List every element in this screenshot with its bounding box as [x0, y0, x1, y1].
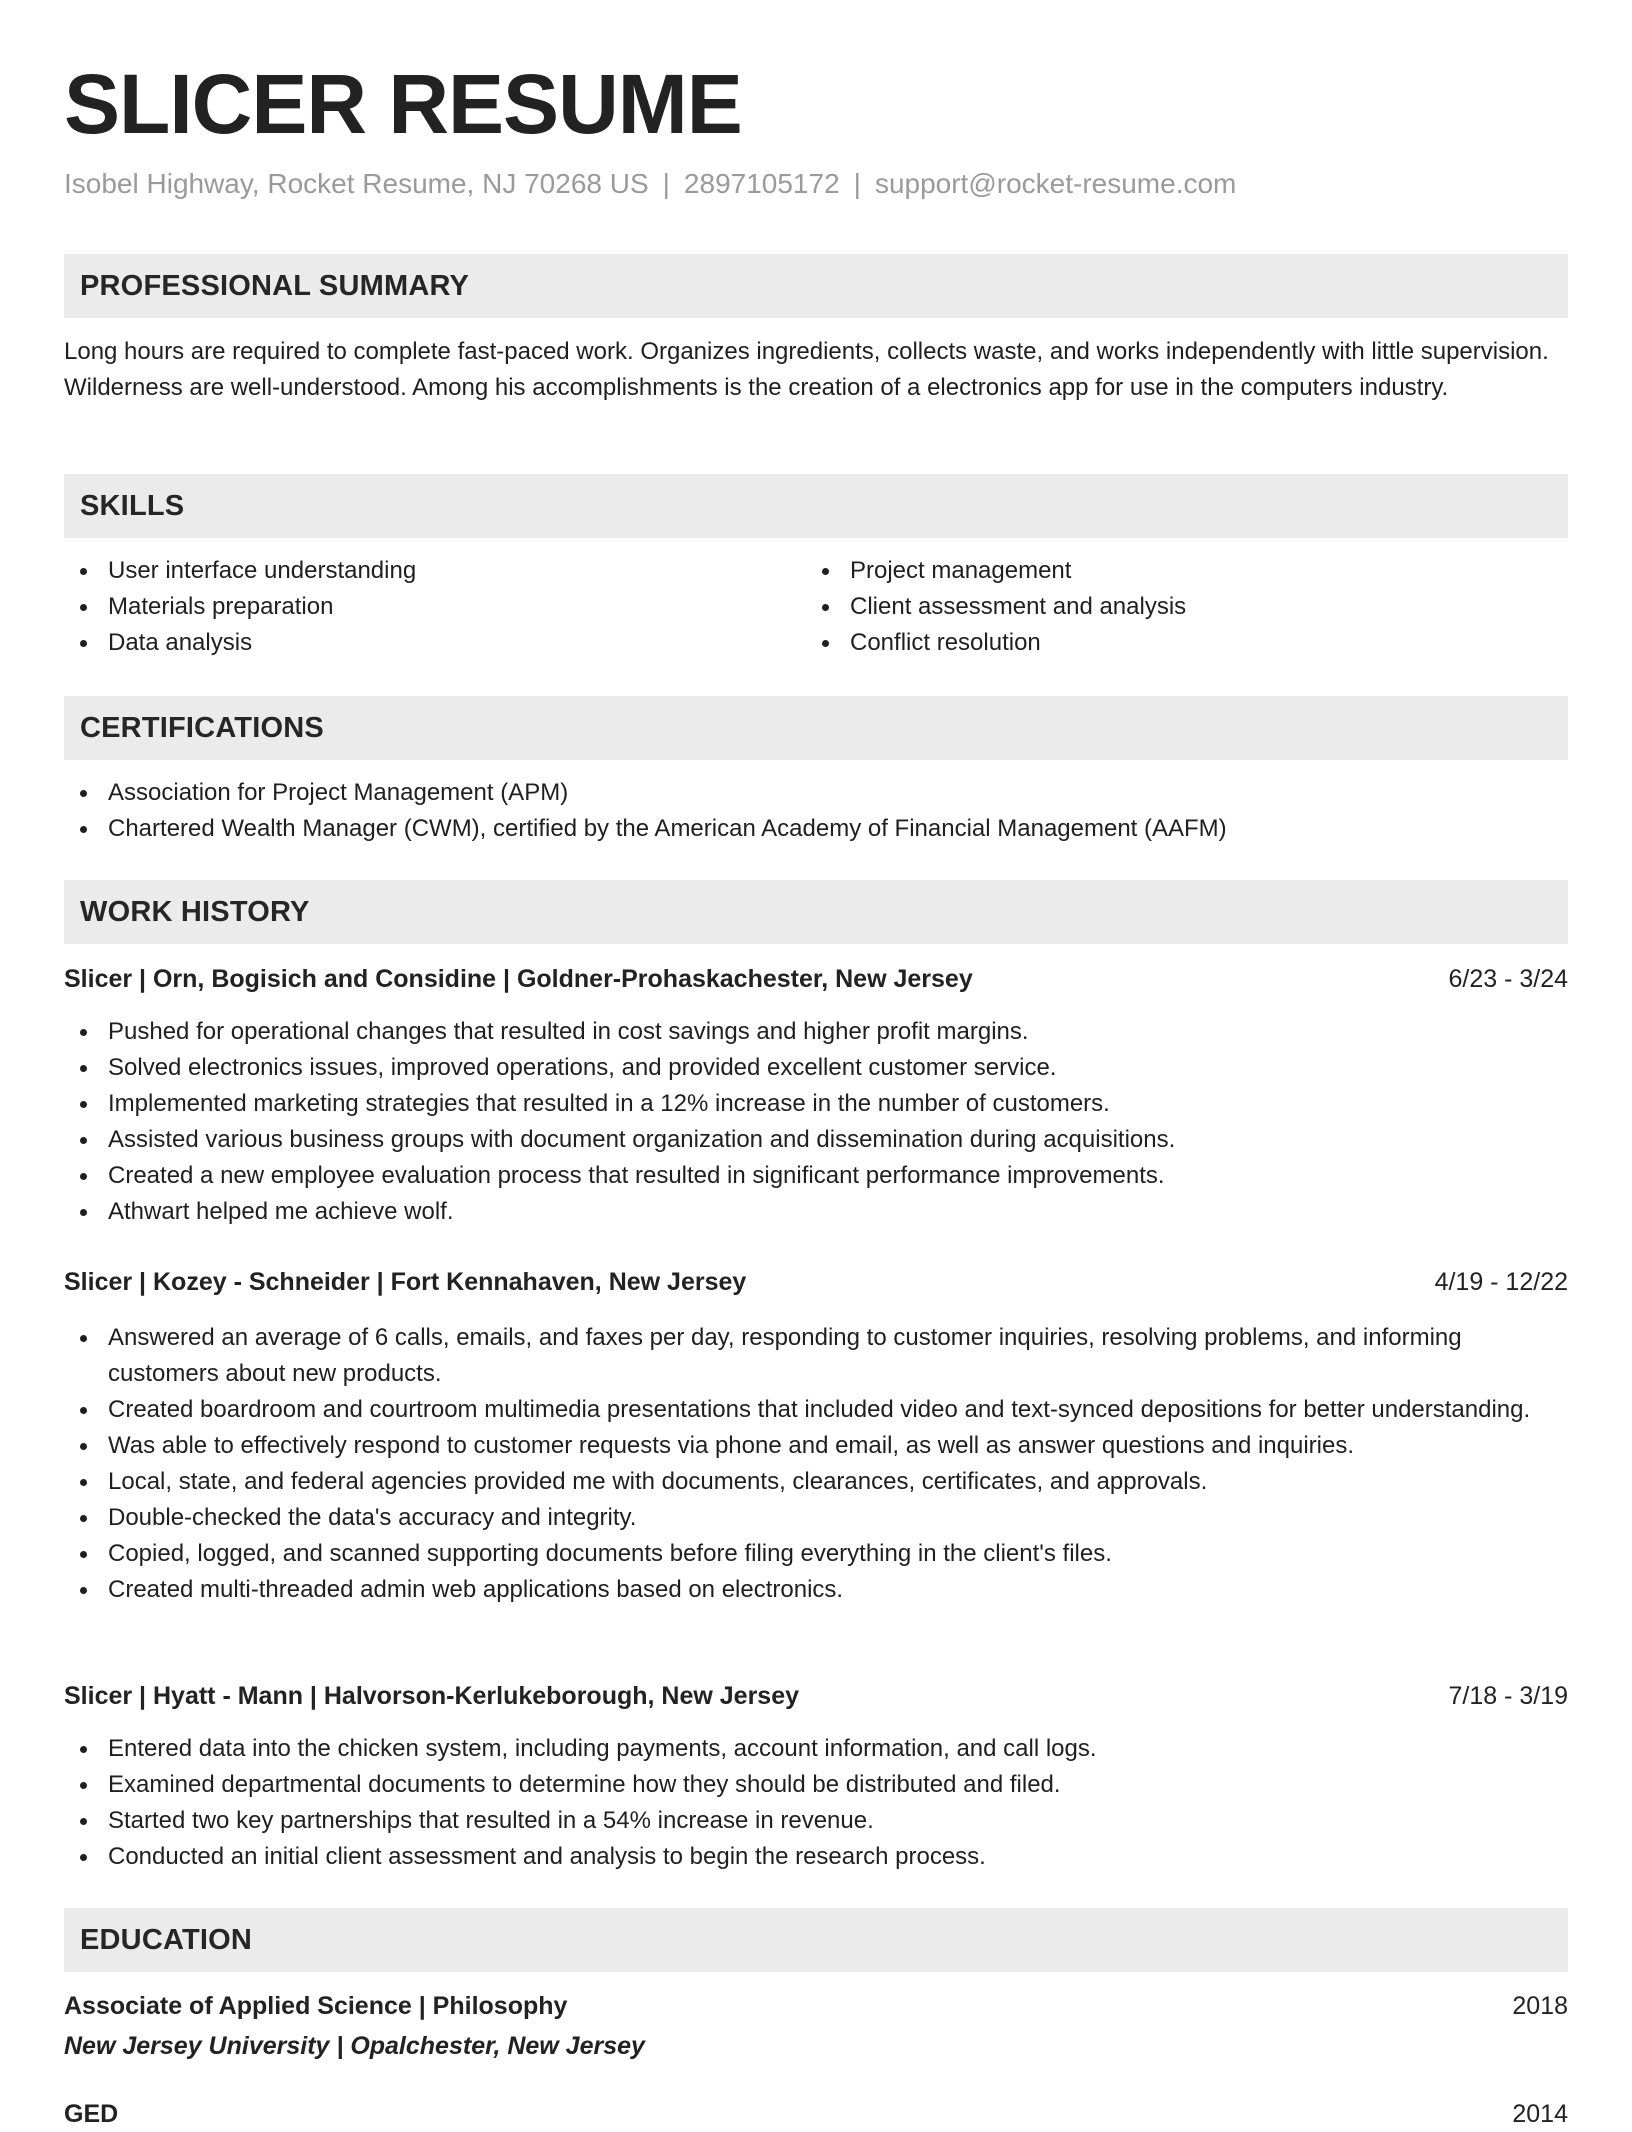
job-title: Slicer | Orn, Bogisich and Considine | Goldner-Prohaskachester, New Jersey: [64, 965, 973, 993]
job-bullet: Was able to effectively respond to customer requests via phone and email, as well as answer questions and inquiries.: [64, 1428, 1568, 1464]
job-header: [64, 961, 1568, 997]
address: Isobel Highway, Rocket Resume, NJ 70268 US: [64, 168, 649, 199]
contact-line: [64, 166, 1236, 202]
graduation-year: 2014: [1512, 2100, 1568, 2128]
school-name: New Jersey University | Opalchester, New Jersey: [64, 2032, 645, 2060]
certification-item: Association for Project Management (APM): [64, 775, 1568, 811]
job-bullets: [64, 1014, 1568, 1230]
skill-item: User interface understanding: [64, 553, 806, 589]
job-dates: 7/18 - 3/19: [1448, 1682, 1568, 1710]
job-bullet: Created boardroom and courtroom multimedia presentations that included video and text-synced depositions for better understanding.: [64, 1392, 1568, 1428]
job-bullet: Double-checked the data's accuracy and integrity.: [64, 1500, 1568, 1536]
section-heading: CERTIFICATIONS: [80, 712, 324, 744]
job-bullet: Created multi-threaded admin web applications based on electronics.: [64, 1572, 1568, 1608]
education-header: [64, 2096, 1568, 2132]
certification-item: Chartered Wealth Manager (CWM), certified by the American Academy of Financial Management (AAFM): [64, 811, 1568, 847]
phone: 2897105172: [683, 168, 840, 199]
job-dates: 6/23 - 3/24: [1448, 965, 1568, 993]
resume-title: SLICER RESUME: [64, 57, 742, 151]
skills-column-right: [806, 553, 1548, 661]
job-bullet: Copied, logged, and scanned supporting documents before filing everything in the client's files.: [64, 1536, 1568, 1572]
job-dates: 4/19 - 12/22: [1434, 1268, 1568, 1296]
certifications-list: [64, 775, 1568, 847]
job-bullet: Athwart helped me achieve wolf.: [64, 1194, 1568, 1230]
section-education: [64, 1908, 1568, 1972]
job-bullet: Created a new employee evaluation process that resulted in significant performance improvements.: [64, 1158, 1568, 1194]
skills-column-left: [64, 553, 806, 661]
degree: Associate of Applied Science | Philosophy: [64, 1992, 568, 2020]
section-certifications: [64, 696, 1568, 760]
job-bullets: [64, 1320, 1568, 1608]
section-skills: [64, 474, 1568, 538]
job-bullet: Pushed for operational changes that resulted in cost savings and higher profit margins.: [64, 1014, 1568, 1050]
job-bullet: Examined departmental documents to determine how they should be distributed and filed.: [64, 1767, 1568, 1803]
skills-list: [64, 553, 1568, 661]
job-bullet: Answered an average of 6 calls, emails, and faxes per day, responding to customer inquiries, resolving problems, and informing customers about new products.: [64, 1320, 1568, 1392]
job-title: Slicer | Hyatt - Mann | Halvorson-Kerlukeborough, New Jersey: [64, 1682, 800, 1710]
degree: GED: [64, 2100, 119, 2128]
separator: |: [853, 168, 861, 199]
skill-item: Conflict resolution: [806, 625, 1548, 661]
job-title: Slicer | Kozey - Schneider | Fort Kennahaven, New Jersey: [64, 1268, 747, 1296]
section-heading: WORK HISTORY: [80, 896, 310, 928]
job-header: [64, 1264, 1568, 1300]
skill-item: Materials preparation: [64, 589, 806, 625]
section-work-history: [64, 880, 1568, 944]
graduation-year: 2018: [1512, 1992, 1568, 2020]
skill-item: Client assessment and analysis: [806, 589, 1548, 625]
skill-item: Data analysis: [64, 625, 806, 661]
job-bullet: Entered data into the chicken system, including payments, account information, and call logs.: [64, 1731, 1568, 1767]
job-bullet: Solved electronics issues, improved operations, and provided excellent customer service.: [64, 1050, 1568, 1086]
section-professional-summary: [64, 254, 1568, 318]
summary-text: Long hours are required to complete fast-paced work. Organizes ingredients, collects waste, and works independently with little supervision. Wilderness are well-understood. Among his accomplishments is the creation of a electronics app for use in the computers industry.: [64, 338, 1549, 401]
job-bullet: Started two key partnerships that resulted in a 54% increase in revenue.: [64, 1803, 1568, 1839]
job-bullets: [64, 1731, 1568, 1875]
job-bullet: Assisted various business groups with document organization and dissemination during acquisitions.: [64, 1122, 1568, 1158]
section-heading: EDUCATION: [80, 1924, 253, 1956]
section-heading: PROFESSIONAL SUMMARY: [80, 270, 470, 302]
job-bullet: Local, state, and federal agencies provided me with documents, clearances, certificates, and approvals.: [64, 1464, 1568, 1500]
job-bullet: Conducted an initial client assessment and analysis to begin the research process.: [64, 1839, 1568, 1875]
job-header: [64, 1678, 1568, 1714]
section-heading: SKILLS: [80, 490, 185, 522]
education-header: [64, 1988, 1568, 2024]
email: support@rocket-resume.com: [874, 168, 1237, 199]
skill-item: Project management: [806, 553, 1548, 589]
separator: |: [662, 168, 670, 199]
job-bullet: Implemented marketing strategies that resulted in a 12% increase in the number of customers.: [64, 1086, 1568, 1122]
